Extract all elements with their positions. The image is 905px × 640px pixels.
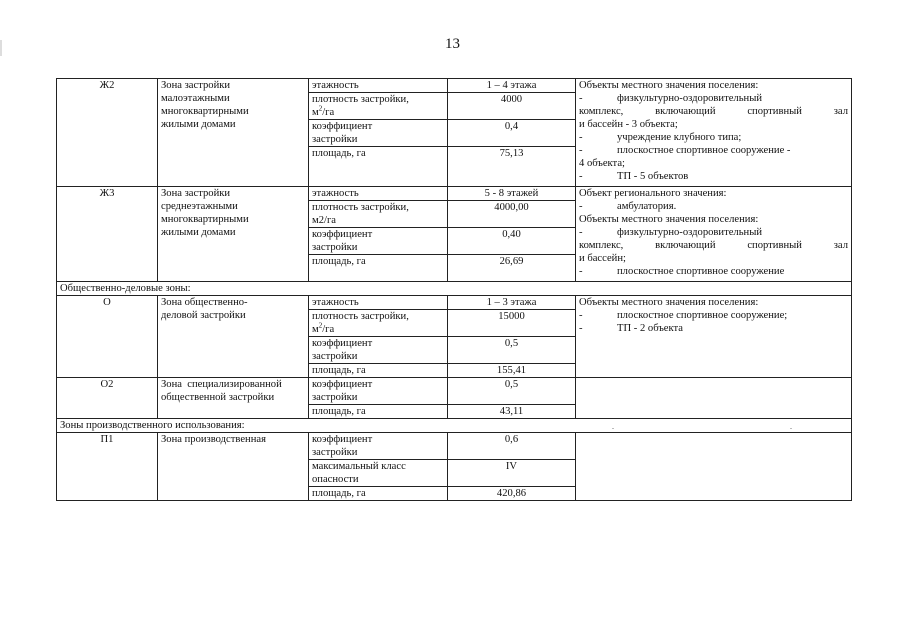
- param-value: 5 - 8 этажей: [448, 187, 576, 201]
- param-name: площадь, га: [309, 147, 448, 187]
- zone-code: П1: [57, 433, 158, 501]
- param-name: плотность застройки, $м^2/га$: [309, 93, 448, 120]
- table-row: [57, 187, 852, 201]
- zone-code: Ж3: [57, 187, 158, 282]
- param-name: коэффициент застройки: [309, 378, 448, 405]
- param-value: 0,5: [448, 337, 576, 364]
- zone-objects-empty: [576, 378, 852, 419]
- zone-name: Зона специализированной общественной застройки: [158, 378, 309, 419]
- table-row: [57, 296, 852, 310]
- param-name: коэффициент застройки: [309, 433, 448, 460]
- param-value: 26,69: [448, 255, 576, 282]
- param-value: 0,4: [448, 120, 576, 147]
- param-value: 0,5: [448, 378, 576, 405]
- zone-code: О: [57, 296, 158, 378]
- param-value: IV: [448, 460, 576, 487]
- zone-objects: Объекты местного значения поселения: - плоскостное спортивное сооружение; - ТП - 2 объекта: [576, 296, 852, 378]
- param-value: 1 – 3 этажа: [448, 296, 576, 310]
- zone-objects: Объект регионального значения: - амбулатория. Объекты местного значения поселения: - физкультурно-оздоровительный комплекс, включающий спортивный зал и бассейн; - плоскостное спортивное сооружение: [576, 187, 852, 282]
- section-heading: Зоны производственного использования:: [57, 419, 852, 433]
- param-value: 155,41: [448, 364, 576, 378]
- page-number: 13: [445, 36, 460, 52]
- zones-table: [56, 78, 852, 501]
- param-name: этажность: [309, 296, 448, 310]
- table-row: [57, 79, 852, 93]
- param-value: 1 – 4 этажа: [448, 79, 576, 93]
- param-value: 15000: [448, 310, 576, 337]
- scan-speck: [612, 428, 614, 429]
- param-name: площадь, га: [309, 255, 448, 282]
- param-value: 4000,00: [448, 201, 576, 228]
- param-name: площадь, га: [309, 405, 448, 419]
- param-name: максимальный класс опасности: [309, 460, 448, 487]
- table-row: [57, 378, 852, 405]
- param-name: коэффициент застройки: [309, 337, 448, 364]
- param-value: 75,13: [448, 147, 576, 187]
- param-value: 4000: [448, 93, 576, 120]
- zone-name: Зона общественно- деловой застройки: [158, 296, 309, 378]
- param-name: плотность застройки, $м^2/га$: [309, 310, 448, 337]
- table-row: [57, 433, 852, 460]
- section-heading: Общественно-деловые зоны:: [57, 282, 852, 296]
- zone-code: Ж2: [57, 79, 158, 187]
- param-name: коэффициент застройки: [309, 120, 448, 147]
- table-row: [57, 419, 852, 433]
- param-name: плотность застройки, м2/га: [309, 201, 448, 228]
- zone-code: О2: [57, 378, 158, 419]
- table-row: [57, 282, 852, 296]
- param-name: этажность: [309, 79, 448, 93]
- zone-name: Зона застройки среднеэтажными многоквартирными жилыми домами: [158, 187, 309, 282]
- scan-speck: [790, 428, 792, 429]
- param-name: площадь, га: [309, 487, 448, 501]
- param-value: 43,11: [448, 405, 576, 419]
- zone-name: Зона производственная: [158, 433, 309, 501]
- zone-name: Зона застройки малоэтажными многоквартирными жилыми домами: [158, 79, 309, 187]
- param-name: площадь, га: [309, 364, 448, 378]
- param-value: 420,86: [448, 487, 576, 501]
- zone-objects-empty: [576, 433, 852, 501]
- param-name: этажность: [309, 187, 448, 201]
- zone-objects: Объекты местного значения поселения: - физкультурно-оздоровительный комплекс, включающий спортивный зал и бассейн - 3 объекта; - учреждение клубного типа; - плоскостное спортивное сооружение - 4 объекта; - ТП - 5 объектов: [576, 79, 852, 187]
- param-name: коэффициент застройки: [309, 228, 448, 255]
- param-value: 0,40: [448, 228, 576, 255]
- param-value: 0,6: [448, 433, 576, 460]
